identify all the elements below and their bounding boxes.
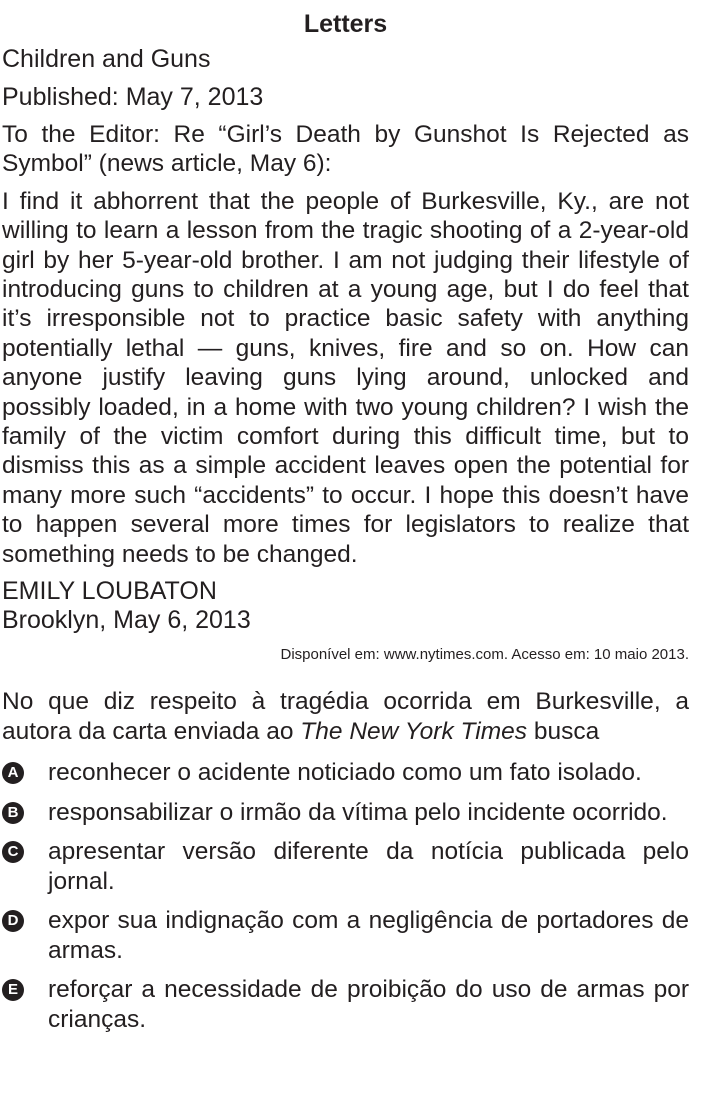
option-d-text: expor sua indignação com a negligência de portadores de armas. (48, 907, 689, 964)
question-text-after: busca (527, 717, 600, 745)
option-c[interactable] (2, 837, 689, 896)
letter-author: EMILY LOUBATON (2, 577, 217, 606)
option-c-badge: C (2, 841, 24, 863)
document-page (2, 8, 689, 1044)
option-d-badge: D (2, 910, 24, 932)
section-title: Letters (303, 10, 388, 38)
option-a-text: reconhecer o acidente noticiado como um fato isolado. (48, 759, 642, 787)
source-citation: Disponível em: www.nytimes.com. Acesso em: 10 maio 2013. (280, 646, 689, 664)
option-b[interactable] (2, 798, 689, 828)
letter-location-date: Brooklyn, May 6, 2013 (2, 606, 251, 635)
published-date: Published: May 7, 2013 (2, 83, 264, 111)
option-b-badge: B (2, 802, 24, 824)
letter-headline: Children and Guns (2, 45, 211, 73)
letter-body: I find it abhorrent that the people of Burkesville, Ky., are not willing to learn a lesson from the tragic shooting of a 2-year-old girl by her 5-year-old brother. I am not judging their lifestyle of introducing guns to children at a young age, but I do feel that it’s irresponsible not to practice basic safety with anything potentially lethal — guns, knives, fire and so on. How can anyone justify leaving guns lying around, unlocked and possibly loaded, in a home with two young children? I wish the family of the victim comfort during this difficult time, but to dismiss this as a simple accident leaves open the potential for many more such “accidents” to occur. I hope this doesn’t have to happen several more times for legislators to realize that something needs to be changed. (2, 187, 689, 568)
option-a[interactable] (2, 758, 689, 788)
question-text-before: No que diz respeito à tragédia ocorrida em Burkesville, a autora da carta enviada ao (2, 688, 689, 745)
letter-signature (2, 577, 689, 635)
letter-intro: To the Editor: Re “Girl’s Death by Gunshot Is Rejected as Symbol” (news article, May 6): (2, 121, 689, 178)
option-c-text: apresentar versão diferente da notícia publicada pelo jornal. (48, 838, 689, 895)
option-b-text: responsabilizar o irmão da vítima pelo incidente ocorrido. (48, 798, 668, 826)
option-e-badge: E (2, 979, 24, 1001)
option-d[interactable] (2, 906, 689, 965)
newspaper-name: The New York Times (300, 717, 528, 745)
option-e[interactable] (2, 975, 689, 1034)
option-e-text: reforçar a necessidade de proibição do uso de armas por crianças. (48, 976, 689, 1033)
option-a-badge: A (2, 762, 24, 784)
question-stem (2, 687, 689, 746)
